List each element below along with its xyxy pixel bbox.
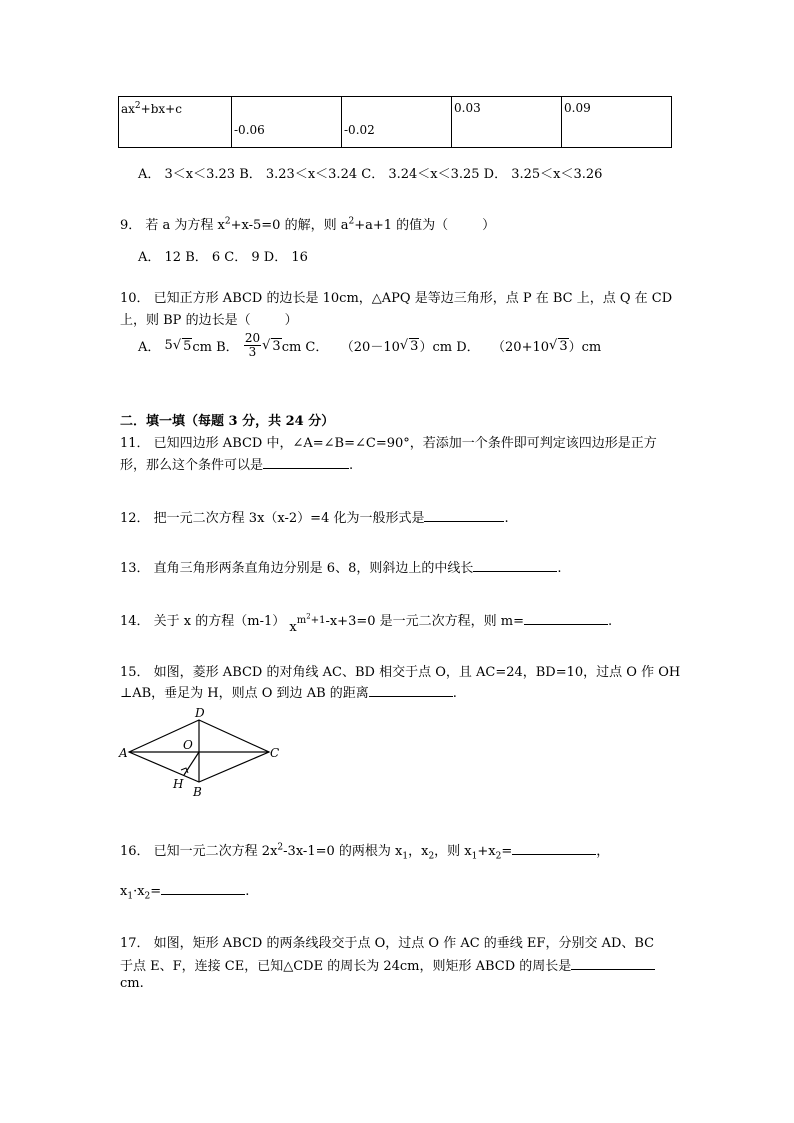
label-b: B (193, 785, 202, 799)
label-o: O (183, 738, 193, 752)
rhombus-figure (115, 702, 290, 802)
label-a: A (119, 746, 128, 760)
section-heading: 二．填一填（每题 3 分，共 24 分） (120, 414, 335, 429)
answer-blank[interactable] (571, 957, 655, 970)
q12: 12． 把一元二次方程 3x（x-2）=4 化为一般形式是 . (120, 511, 509, 526)
q13: 13． 直角三角形两条直角边分别是 6、8，则斜边上的中线长 . (120, 561, 562, 576)
fraction: $\frac{20}{3}$ (244, 331, 261, 359)
q10-options: A． 5 √ 5 cm B． $\frac{20}{3}$ √ 3 cm C． （20－10 √ 3 ）cm D． （20+10 √ 3 ）cm (138, 331, 602, 359)
q9-stem: 9． 若 a 为方程 $x^2+x-5=0$ 的解，则 $a^2+a+1$ 的值为（ ） (120, 216, 496, 233)
label-c: C (270, 746, 280, 760)
answer-blank[interactable] (524, 612, 608, 625)
q16-line1: 16． 已知一元二次方程 $2x^2-3x-1=0$ 的两根为 $x_1$，$x_2$，则 $x_1+x_2=$ ， (120, 842, 610, 862)
q17-line2: 于点 E、F，连接 CE，已知△CDE 的周长为 24cm，则矩形 ABCD 的周长是 (120, 955, 655, 974)
answer-blank[interactable] (161, 882, 245, 895)
segment-oh (184, 752, 199, 775)
q15-line1: 15． 如图，菱形 ABCD 的对角线 AC、BD 相交于点 O，且 AC=24，BD=10，过点 O 作 OH (120, 665, 681, 680)
q14: 14． 关于 x 的方程（m-1） $xm^2+1-x+3=0$ 是一元二次方程，则 m= . (120, 612, 613, 635)
right-angle-mark (181, 768, 188, 773)
q17-line1: 17． 如图，矩形 ABCD 的两条线段交于点 O，过点 O 作 AC 的垂线 EF，分别交 AD、BC (120, 936, 655, 951)
table-cell-expression: $ax^2+bx+c$ (119, 97, 232, 148)
q8-options: A． 3＜x＜3.23 B． 3.23＜x＜3.24 C． 3.24＜x＜3.25 D． 3.25＜x＜3.26 (138, 167, 603, 182)
q16-line2: $x_1\cdot x_2=$ . (120, 884, 250, 902)
answer-blank[interactable] (369, 684, 453, 697)
table-cell: 0.09 (562, 97, 672, 148)
answer-blank[interactable] (473, 559, 557, 572)
label-h: H (173, 777, 184, 791)
table-cell: 0.03 (452, 97, 562, 148)
table-row (119, 97, 672, 148)
q11-line2: 形，那么这个条件可以是 . (120, 458, 354, 473)
label-d: D (195, 706, 205, 720)
q15-line2: ⊥AB，垂足为 H，则点 O 到边 AB 的距离 . (120, 686, 457, 701)
answer-blank[interactable] (424, 509, 504, 522)
answer-blank[interactable] (512, 842, 596, 855)
q10-line1: 10． 已知正方形 ABCD 的边长是 10cm，△APQ 是等边三角形，点 P 在 BC 上，点 Q 在 CD (120, 291, 673, 306)
table-cell: -0.02 (342, 97, 452, 148)
q9-options: A． 12 B． 6 C． 9 D． 16 (138, 250, 308, 265)
q10-line2: 上，则 BP 的边长是（ ） (120, 313, 298, 328)
q17-line3: cm. (120, 976, 144, 991)
answer-blank[interactable] (263, 456, 349, 469)
q11-line1: 11． 已知四边形 ABCD 中，∠A=∠B=∠C=90°，若添加一个条件即可判定该四边形是正方 (120, 436, 657, 451)
value-table (118, 96, 672, 148)
table-cell: -0.06 (232, 97, 342, 148)
